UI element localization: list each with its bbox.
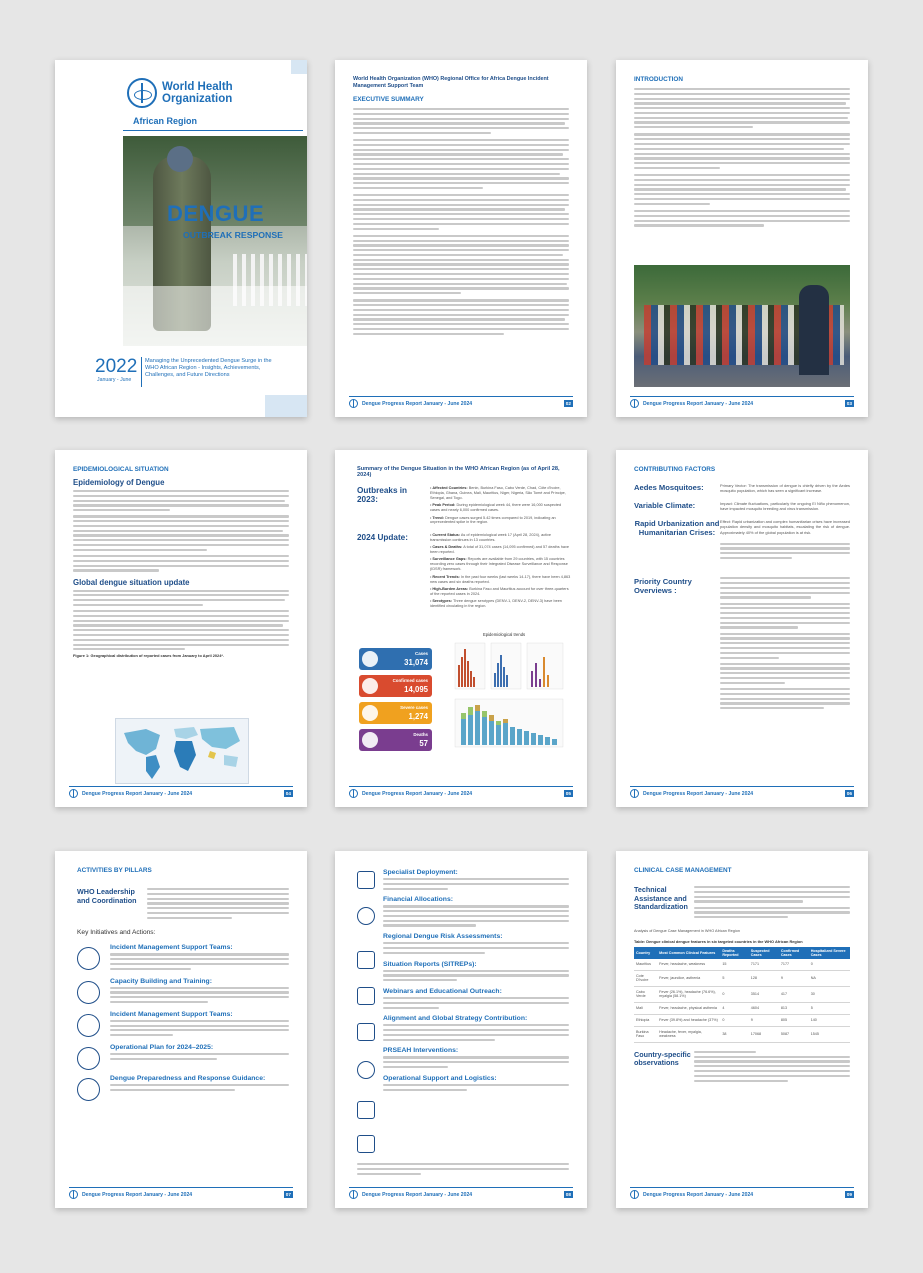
outbreaks-2023-list [430, 486, 571, 528]
divider [141, 357, 142, 387]
who-logo [127, 78, 233, 108]
activity-title: Operational Support and Logistics: [383, 1074, 497, 1082]
logistics-icon [357, 1135, 375, 1153]
activity-text [383, 1084, 569, 1091]
section-title: ACTIVITIES BY PILLARS [77, 867, 152, 874]
team-icon [77, 947, 100, 970]
activities-continued-page [335, 851, 587, 1208]
page-footer [630, 1187, 854, 1199]
update-2024-label: 2024 Update: [357, 532, 408, 542]
introduction-page [616, 60, 868, 417]
activity-item [383, 988, 569, 1011]
who-globe-icon [69, 1190, 78, 1199]
training-icon [77, 981, 100, 1004]
clinical-features-table [634, 947, 850, 1043]
table-cell: 0 [720, 1014, 748, 1026]
mini-chart-confirmed [491, 643, 521, 689]
activity-text [383, 905, 569, 926]
list-item: • Trend: Dengue cases surged 5.42 times compared to 2019, indicating an unprecedented spike in the region. [430, 515, 556, 525]
table-cell: 9 [749, 1014, 779, 1026]
activity-title: Alignment and Global Strategy Contribution: [383, 1015, 528, 1023]
divider [123, 130, 303, 131]
activity-title: PRSEAH Interventions: [383, 1047, 459, 1055]
table-cell: Headache, fever, myalgia, weakness [657, 1026, 720, 1042]
factor-text: Impact: Climate fluctuations, particularly the ongoing El Niño phenomenon, have impacted mosquito breeding and virus transmission. [720, 501, 850, 512]
initiative-title: Incident Management Support Teams: [110, 1010, 233, 1018]
table-cell: 0 [809, 959, 850, 971]
list-item: • Recent Trends: In the past four weeks (last weeks 14-17), there have been 4,863 new cases and six deaths reported. [430, 574, 571, 584]
overview-row [634, 577, 850, 712]
activity-text [383, 878, 569, 890]
page-number: 03 [846, 401, 852, 406]
cover-description: Managing the Unprecedented Dengue Surge in the WHO African Region - Insights, Achievements, Challenges, and Future Directions [145, 358, 272, 379]
activity-text [383, 942, 569, 954]
report-icon [357, 987, 375, 1005]
page-footer [349, 396, 573, 408]
webinar-icon [357, 1023, 375, 1041]
list-item: • Affected Countries: Benin, Burkina Faso, Cabo Verde, Chad, Côte d'Ivoire, Ethiopia, Ghana, Guinea, Mali, Mauritius, Niger, Nigeria, São Tomé and Príncipe, Senegal, and Togo. [430, 486, 566, 500]
page-footer [69, 786, 293, 798]
initiative-text [110, 1084, 289, 1091]
table-cell: NA [809, 970, 850, 986]
page-footer [349, 1187, 573, 1199]
initiative-item [77, 978, 289, 1006]
table-row [634, 1014, 850, 1026]
body-text [73, 490, 289, 572]
table-row [634, 986, 850, 1002]
body-text [147, 888, 289, 921]
stat-value: 1,274 [408, 712, 428, 721]
table-cell: Burkina Faso [634, 1026, 657, 1042]
stat-label: Deaths [413, 732, 428, 737]
list-item: • Serotypes: Three dengue serotypes (DENV-1, DENV-2, DENV-3) have been identified circulating in the region. [430, 599, 562, 609]
table-cell: 5 [809, 1002, 850, 1014]
heading-global-update: Global dengue situation update [73, 577, 190, 587]
column-header: Deaths Reported [720, 947, 748, 959]
who-globe-icon [630, 1190, 639, 1199]
community-photo [634, 265, 850, 387]
update-2024-list [430, 533, 571, 612]
closing-text [357, 1163, 569, 1177]
column-header: Confirmed Cases [779, 947, 809, 959]
body-text [694, 886, 850, 921]
overview-text [720, 577, 850, 712]
stat-label: Severe cases [400, 705, 428, 710]
table-cell: 9 [779, 970, 809, 986]
org-name-line2: Organization [162, 93, 233, 105]
factor-row [634, 501, 850, 514]
section-title: INTRODUCTION [634, 76, 683, 83]
cover-months: January - June [97, 377, 132, 383]
who-globe-icon [349, 399, 358, 408]
body-text [694, 1051, 850, 1084]
body-text [73, 590, 289, 651]
table-cell: Fever (39.8%) and headache (37%) [657, 1014, 720, 1026]
activity-text [383, 1056, 569, 1068]
table-cell: 7171 [749, 959, 779, 971]
cover-year: 2022 [95, 356, 138, 377]
footer-title: Dengue Progress Report January - June 2024 [82, 1191, 193, 1198]
cover-band [55, 395, 307, 417]
death-icon [362, 732, 378, 748]
activity-text [383, 997, 569, 1009]
dengue-situation-summary-page [335, 450, 587, 807]
table-header-row [634, 947, 850, 959]
initiative-title: Capacity Building and Training: [110, 977, 212, 985]
epidemiological-situation-page [55, 450, 307, 807]
chart-title: Epidemiological trends [483, 632, 526, 637]
body-text [353, 108, 569, 335]
table-cell: 7177 [779, 959, 809, 971]
stat-label: Confirmed cases [392, 678, 428, 683]
cover-photo [123, 136, 307, 346]
footer-title: Dengue Progress Report January - June 2024 [362, 1191, 473, 1198]
table-cell: Mali [634, 1002, 657, 1014]
table-row [634, 1002, 850, 1014]
table-cell: 17068 [749, 1026, 779, 1042]
list-item: • High-Burden Areas: Burkina Faso and Mauritius account for over three-quarters of the reported cases in 2024. [430, 587, 569, 596]
cover-accent [291, 60, 307, 74]
initiative-text [110, 1020, 289, 1037]
footer-title: Dengue Progress Report January - June 2024 [643, 790, 754, 797]
stat-card-cases [359, 648, 432, 670]
activity-item [383, 933, 569, 956]
page-number: 09 [846, 1192, 852, 1197]
footer-title: Dengue Progress Report January - June 2024 [362, 790, 473, 797]
region-name: African Region [133, 116, 198, 126]
table-cell: 128 [749, 970, 779, 986]
factor-label: Aedes Mosquitoes: [634, 483, 704, 492]
section-title: CLINICAL CASE MANAGEMENT [634, 867, 732, 874]
table-cell: 0 [720, 986, 748, 1002]
column-header: Suspected Cases [749, 947, 779, 959]
globe-strategy-icon [357, 1061, 375, 1079]
section-title: EPIDEMIOLOGICAL SITUATION [73, 466, 169, 473]
pillar-title: WHO Leadership and Coordination [77, 887, 137, 905]
shield-icon [357, 1101, 375, 1119]
who-globe-icon [349, 789, 358, 798]
table-cell: Fever, jaundice, asthenia [657, 970, 720, 986]
initiative-text [110, 987, 289, 1004]
page-title: Summary of the Dengue Situation in the WHO African Region (as of April 28, 2024) [357, 466, 560, 478]
factor-row [634, 519, 850, 537]
footer-title: Dengue Progress Report January - June 2024 [362, 400, 473, 407]
table-cell: 140 [809, 1014, 850, 1026]
stat-value: 31,074 [404, 658, 428, 667]
ta-label: Technical Assistance and Standardization [634, 885, 688, 912]
activity-item [383, 1047, 569, 1070]
warning-icon [77, 1078, 100, 1101]
page-header: World Health Organization (WHO) Regional Office for Africa Dengue Incident Management Support Team [353, 76, 549, 89]
cover-page [55, 60, 307, 417]
footer-title: Dengue Progress Report January - June 2024 [82, 790, 193, 797]
activities-by-pillars-page [55, 851, 307, 1208]
column-header: Hospitalized Severe Cases [809, 947, 850, 959]
world-map-figure [115, 718, 249, 784]
activity-icons [357, 871, 377, 1161]
table-cell: 30 [809, 986, 850, 1002]
page-footer [630, 786, 854, 798]
initiative-text [110, 953, 289, 970]
table-cell: Fever, headache, physical asthenia [657, 1002, 720, 1014]
table-cell: Fever, headache, weakness [657, 959, 720, 971]
specialist-icon [357, 871, 375, 889]
initiative-item [77, 1011, 289, 1039]
section-title: CONTRIBUTING FACTORS [634, 466, 716, 473]
body-text [720, 543, 850, 560]
figure-caption: Figure 1: Geographical distribution of reported cases from January to April 2024*. [73, 653, 224, 659]
page-number: 04 [285, 791, 291, 796]
initiative-title: Operational Plan for 2024–2025: [110, 1043, 214, 1051]
overview-label: Priority Country Overviews : [634, 577, 692, 596]
stat-label: Cases [415, 651, 428, 656]
table-cell: Ethiopia [634, 1014, 657, 1026]
who-globe-icon [630, 789, 639, 798]
initiative-title: Dengue Preparedness and Response Guidance: [110, 1074, 266, 1082]
table-cell: 15 [720, 959, 748, 971]
factor-text: Effect: Rapid urbanization and complex humanitarian crises have increased population density and mosquito habitats, escalating the risk of dengue. Approximately 40% of the global population is at risk. [720, 519, 850, 535]
table-cell: Mauritius [634, 959, 657, 971]
page-footer [630, 396, 854, 408]
outbreaks-2023-label: Outbreaks in 2023: [357, 486, 408, 504]
table-cell: Cabo Verde [634, 986, 657, 1002]
cover-title: DENGUE [167, 201, 265, 226]
table-cell: 3514 [749, 986, 779, 1002]
heartbeat-icon [362, 705, 378, 721]
page-number: 06 [846, 791, 852, 796]
key-initiatives-heading: Key Initiatives and Actions: [77, 929, 156, 937]
stat-value: 57 [419, 739, 428, 748]
epidemiological-charts [449, 635, 569, 751]
column-header: Most Common Clinical Features [657, 947, 720, 959]
who-globe-icon [349, 1190, 358, 1199]
activity-title: Specialist Deployment: [383, 869, 458, 876]
activity-item [383, 1015, 569, 1043]
list-item: • Current Status: As of epidemiological week 17 (April 28, 2024), active transmission continues in 13 countries. [430, 532, 552, 542]
page-footer [69, 1187, 293, 1199]
table-cell: Fever (26.1%), headache (76.6%), myalgia (58.1%) [657, 986, 720, 1002]
stat-card-severe [359, 702, 432, 724]
column-header: Country [634, 947, 657, 959]
contributing-factors-page [616, 450, 868, 807]
activity-text [383, 1024, 569, 1041]
observations-label: Country-specific observations [634, 1049, 691, 1068]
page-number: 02 [565, 401, 571, 406]
table-cell: 5 [720, 970, 748, 986]
footer-title: Dengue Progress Report January - June 2024 [643, 1191, 754, 1198]
factor-row [634, 483, 850, 496]
page-number: 08 [565, 1192, 571, 1197]
section-title: EXECUTIVE SUMMARY [353, 96, 424, 103]
initiative-item [77, 944, 289, 972]
activity-item [383, 1075, 569, 1094]
table-cell: 813 [779, 1002, 809, 1014]
page-number: 07 [285, 1192, 291, 1197]
table-row [634, 1026, 850, 1042]
stacked-weekly-chart [455, 699, 563, 747]
factor-label: Variable Climate: [634, 501, 696, 511]
table-cell: 805 [779, 1014, 809, 1026]
analysis-caption: Analysis of Dengue Case Management in WHO African Region [634, 928, 740, 933]
who-globe-icon [630, 399, 639, 408]
table-cell: 417 [779, 986, 809, 1002]
executive-summary-page [335, 60, 587, 417]
person-icon [362, 651, 378, 667]
table-cell: 38 [720, 1026, 748, 1042]
activity-item [383, 869, 569, 892]
footer-title: Dengue Progress Report January - June 2024 [643, 400, 754, 407]
test-tube-icon [362, 678, 378, 694]
factor-label: Rapid Urbanization and Humanitarian Crises: [634, 519, 720, 538]
factor-text: Primary Vector: The transmission of dengue is chiefly driven by the Aedes mosquito population, which has seen a significant increase. [720, 483, 850, 494]
mini-chart-deaths [527, 643, 563, 689]
activity-text [383, 970, 569, 982]
stat-card-deaths [359, 729, 432, 751]
initiative-text [110, 1053, 289, 1060]
money-icon [357, 907, 375, 925]
heading-epidemiology: Epidemiology of Dengue [73, 478, 165, 487]
who-globe-icon [69, 789, 78, 798]
page-footer [349, 786, 573, 798]
table-title: Table: Dengue clinical dengue features in six targeted countries in the WHO African Region [634, 938, 803, 944]
body-text [634, 88, 850, 227]
activity-title: Financial Allocations: [383, 896, 453, 904]
table-cell: 4 [720, 1002, 748, 1014]
list-item: • Cases & Deaths: A total of 31,074 cases (14,095 confirmed) and 57 deaths have been reported. [430, 545, 569, 555]
table-cell: 1545 [809, 1026, 850, 1042]
risk-assessment-icon [357, 951, 375, 969]
who-emblem-icon [127, 78, 157, 108]
page-number: 05 [565, 791, 571, 796]
initiative-item [77, 1044, 289, 1070]
stat-value: 14,095 [404, 685, 428, 694]
table-row [634, 959, 850, 971]
table-cell: 5087 [779, 1026, 809, 1042]
activity-title: Webinars and Educational Outreach: [383, 987, 502, 995]
activity-item [383, 896, 569, 929]
list-item: • Surveillance Gaps: Reports are available from 29 countries, with 15 countries recording zero cases through their Integrated Disease Surveillance and Response (IDSR) framework. [430, 557, 568, 572]
table-cell: Cote D'Ivoire [634, 970, 657, 986]
list-item: • Peak Period: During epidemiological week 44, there were 16,000 suspected cases and nearly 6,000 confirmed cases. [430, 503, 562, 513]
initiative-item [77, 1075, 289, 1101]
clinical-case-management-page [616, 851, 868, 1208]
table-cell: 4604 [749, 1002, 779, 1014]
org-name-line1: World Health [162, 81, 233, 93]
stat-card-confirmed [359, 675, 432, 697]
activity-item [383, 961, 569, 984]
table-row [634, 970, 850, 986]
mini-chart-cases [455, 643, 485, 689]
activity-title: Regional Dengue Risk Assessments: [383, 933, 503, 941]
cover-subtitle: OUTBREAK RESPONSE [183, 230, 283, 240]
initiative-title: Incident Management Support Teams: [110, 944, 233, 952]
plan-icon [77, 1047, 100, 1070]
activity-title: Situation Reports (SITREPs): [383, 960, 477, 968]
team-icon [77, 1014, 100, 1037]
